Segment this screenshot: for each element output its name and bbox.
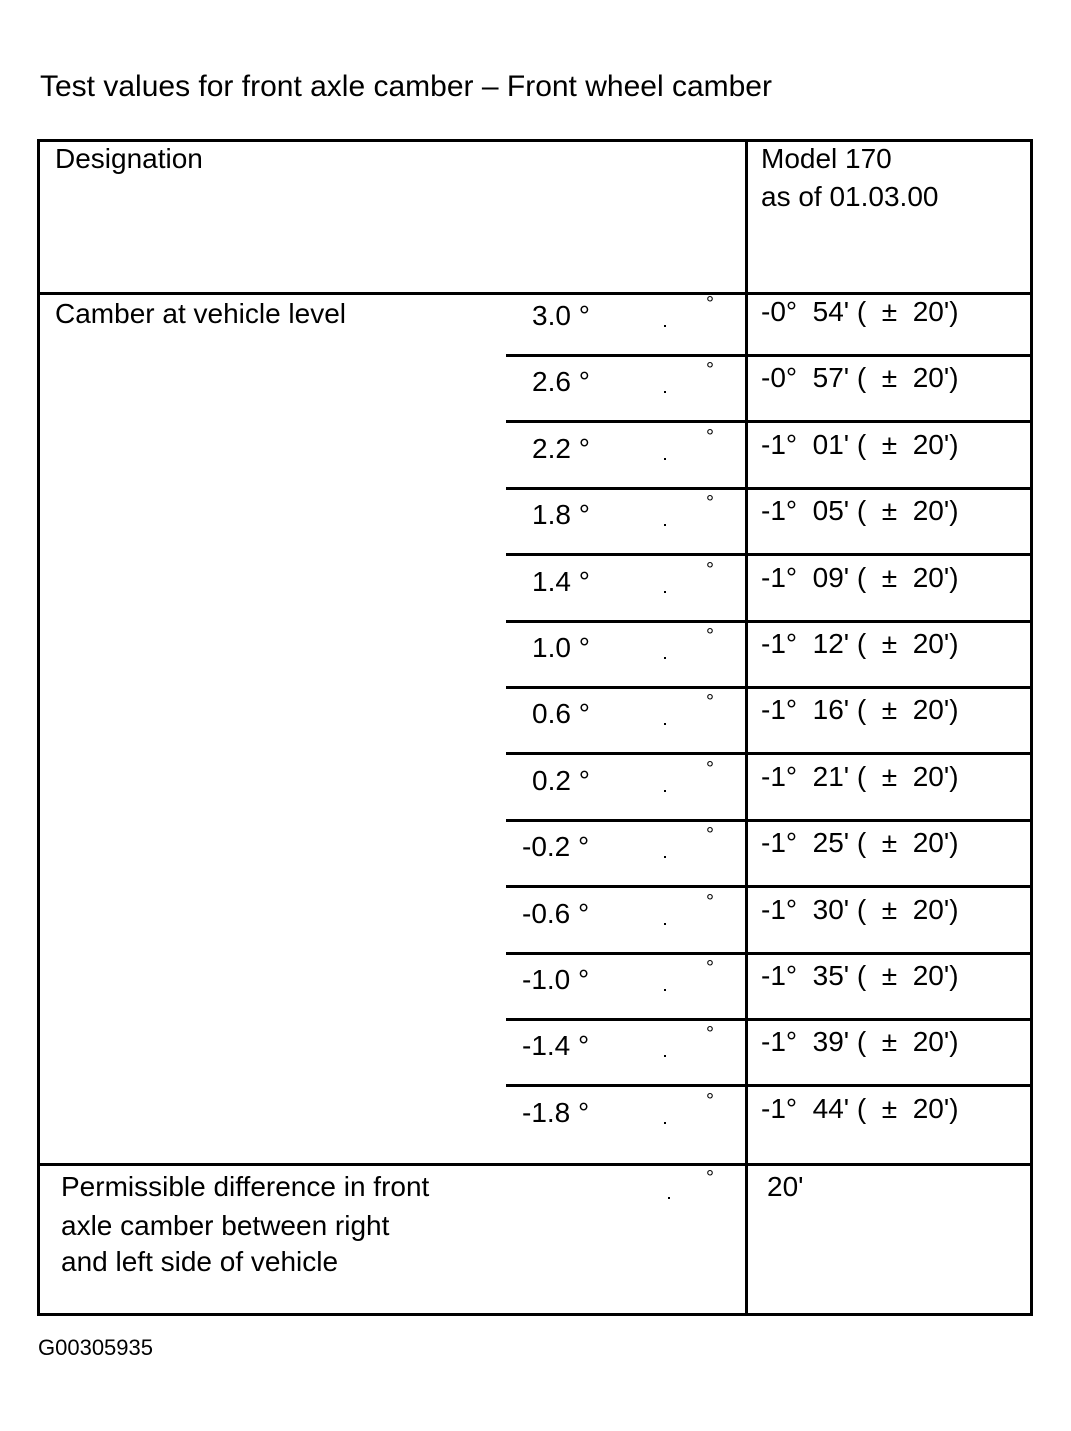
row-divider	[506, 819, 1033, 822]
row-dot	[664, 391, 666, 393]
row-dot	[664, 856, 666, 858]
permissible-line3: and left side of vehicle	[61, 1246, 339, 1277]
row-degree-mark: °	[706, 359, 714, 382]
permissible-dot	[668, 1197, 670, 1199]
row-dot	[664, 591, 666, 593]
row-degree-mark: °	[706, 492, 714, 515]
row-dot	[664, 790, 666, 792]
row-vehicle-level: -0.2 °	[522, 831, 590, 863]
row-vehicle-level: 0.6 °	[532, 698, 590, 730]
row-camber-value: -1° 16' ( ± 20')	[761, 694, 959, 726]
designation-header: Designation	[55, 143, 203, 174]
row-divider	[506, 1084, 1033, 1087]
row-degree-mark: °	[706, 824, 714, 847]
row-dot	[664, 325, 666, 327]
column-divider	[745, 139, 748, 1316]
row-vehicle-level: -0.6 °	[522, 897, 590, 929]
row-degree-mark: °	[706, 625, 714, 647]
row-vehicle-level: -1.4 °	[522, 1030, 590, 1062]
row-divider	[506, 354, 1033, 357]
row-degree-mark: °	[706, 957, 714, 979]
permissible-line1: Permissible difference in front	[61, 1171, 430, 1202]
row-degree-mark: °	[706, 691, 714, 714]
row-degree-mark: °	[706, 1023, 714, 1046]
row-degree-mark: °	[706, 558, 714, 581]
row-dot	[664, 723, 666, 725]
row-vehicle-level: -1.8 °	[522, 1096, 590, 1128]
row-divider	[506, 420, 1033, 423]
model-header-line2: as of 01.03.00	[761, 181, 939, 212]
row-divider	[506, 885, 1033, 888]
row-vehicle-level: 1.8 °	[532, 499, 590, 531]
row-dot	[664, 524, 666, 526]
row-dot	[664, 458, 666, 460]
row-vehicle-level: 1.0 °	[532, 632, 590, 663]
row-degree-mark: °	[706, 757, 714, 780]
row-camber-value: -1° 35' ( ± 20')	[761, 960, 959, 991]
row-camber-value: -1° 09' ( ± 20')	[761, 561, 959, 593]
row-divider	[506, 752, 1033, 755]
permissible-divider	[37, 1163, 1033, 1166]
row-vehicle-level: 2.6 °	[532, 366, 590, 398]
row-camber-value: -1° 05' ( ± 20')	[761, 495, 959, 527]
row-dot	[664, 989, 666, 991]
figure-code: G00305935	[38, 1335, 153, 1360]
row-dot	[664, 1055, 666, 1057]
row-camber-value: -1° 25' ( ± 20')	[761, 827, 959, 859]
row-divider	[506, 686, 1033, 689]
row-vehicle-level: -1.0 °	[522, 964, 590, 995]
row-vehicle-level: 1.4 °	[532, 565, 590, 597]
row-divider	[506, 487, 1033, 490]
row-camber-value: -1° 44' ( ± 20')	[761, 1092, 959, 1124]
row-camber-value: -0° 57' ( ± 20')	[761, 362, 959, 394]
page-title: Test values for front axle camber – Front wheel camber	[40, 70, 772, 103]
row-vehicle-level: 2.2 °	[532, 432, 590, 464]
row-camber-value: -1° 30' ( ± 20')	[761, 893, 959, 925]
permissible-value: 20'	[767, 1171, 804, 1202]
camber-label: Camber at vehicle level	[55, 298, 347, 329]
row-degree-mark: °	[706, 293, 714, 315]
row-dot	[664, 657, 666, 659]
row-divider	[506, 952, 1033, 955]
model-header-line1: Model 170	[761, 143, 892, 174]
row-camber-value: -0° 54' ( ± 20')	[761, 296, 959, 327]
row-degree-mark: °	[706, 425, 714, 448]
row-divider	[506, 620, 1033, 623]
row-vehicle-level: 0.2 °	[532, 764, 590, 796]
row-dot	[664, 1122, 666, 1124]
row-vehicle-level: 3.0 °	[532, 300, 590, 331]
row-degree-mark: °	[706, 890, 714, 913]
row-camber-value: -1° 01' ( ± 20')	[761, 428, 959, 460]
row-camber-value: -1° 12' ( ± 20')	[761, 628, 959, 659]
row-camber-value: -1° 39' ( ± 20')	[761, 1026, 959, 1058]
row-divider	[506, 553, 1033, 556]
row-camber-value: -1° 21' ( ± 20')	[761, 760, 959, 792]
permissible-degree-mark: °	[706, 1167, 714, 1189]
row-dot	[664, 923, 666, 925]
row-divider	[506, 1018, 1033, 1021]
permissible-line2: axle camber between right	[61, 1210, 390, 1241]
row-degree-mark: °	[706, 1089, 714, 1112]
